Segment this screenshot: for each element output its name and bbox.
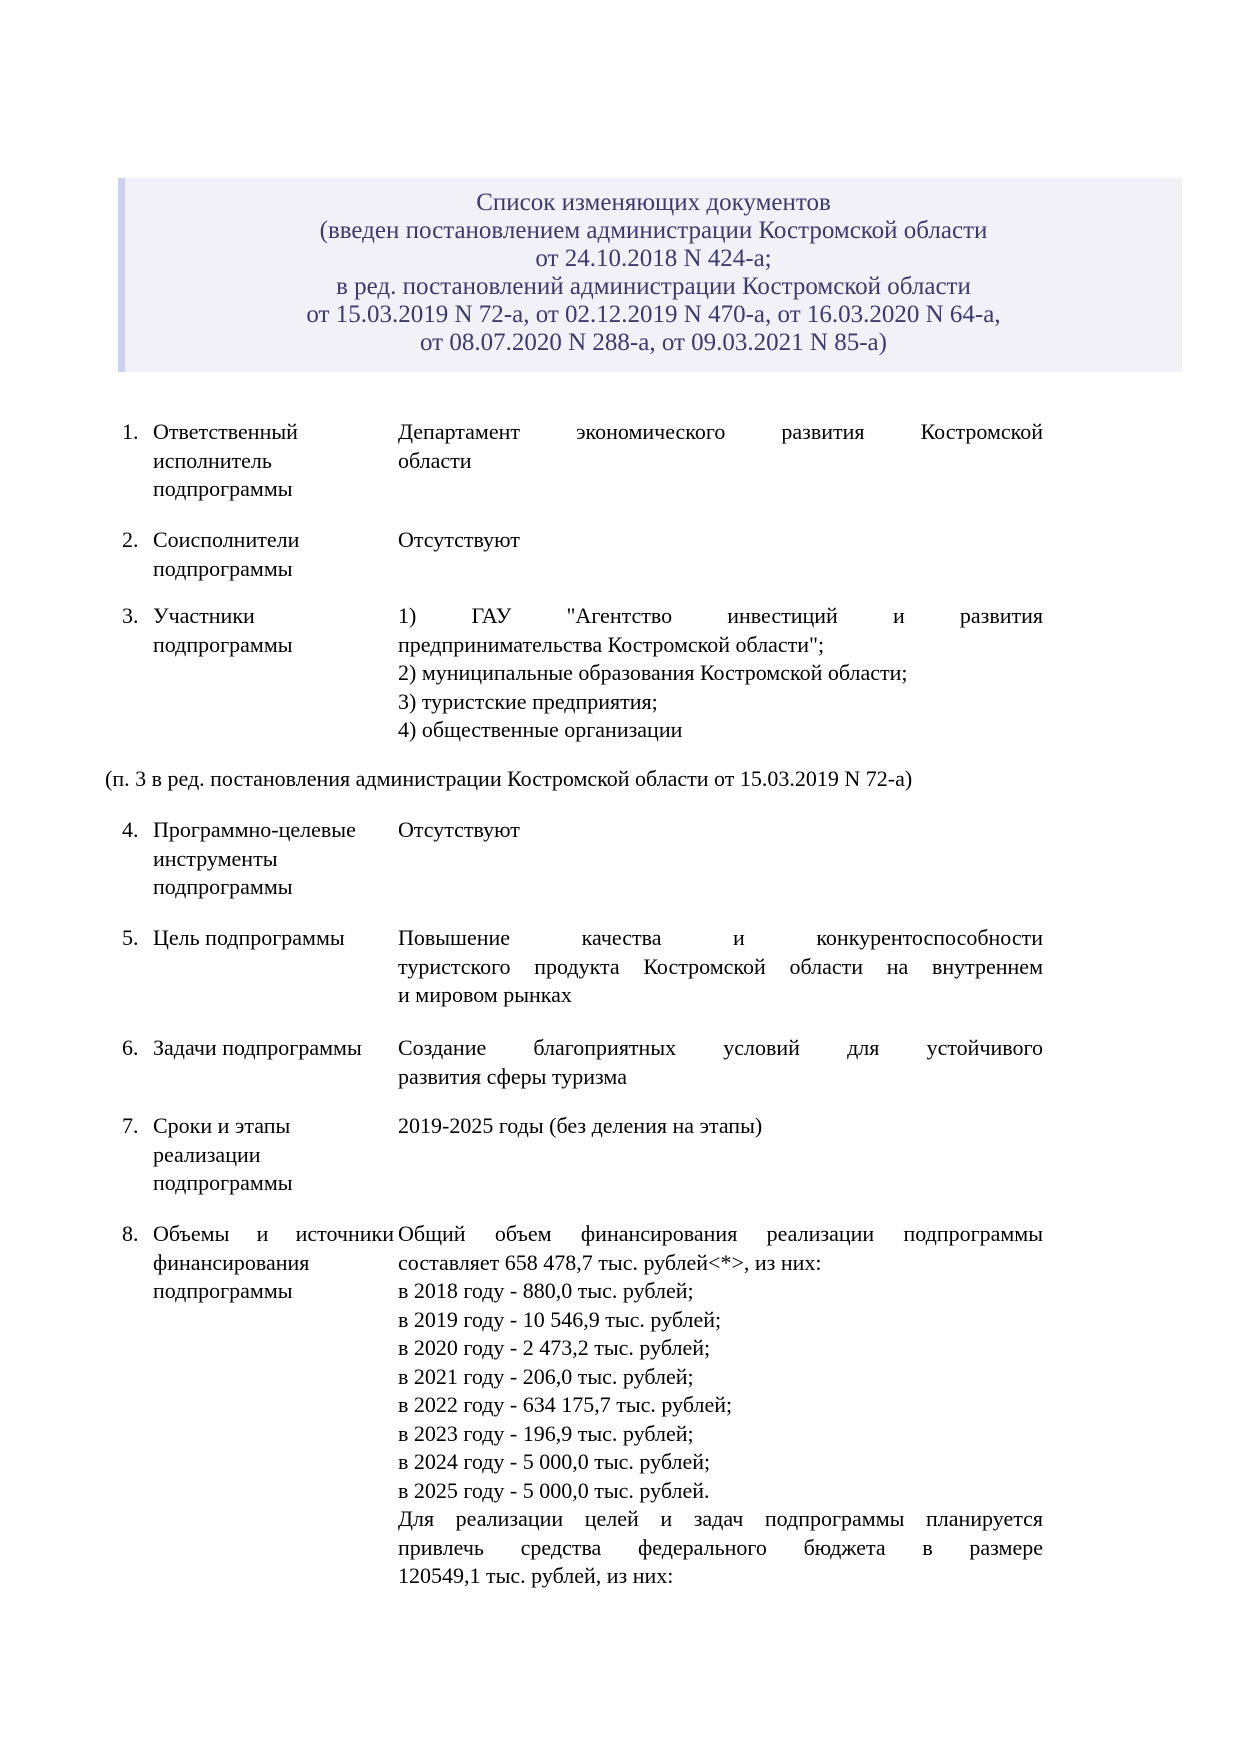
header-line: от 15.03.2019 N 72-а, от 02.12.2019 N 470-а, от 16.03.2020 N 64-а, (306, 301, 1001, 328)
text-line: подпрограммы (153, 1170, 293, 1195)
text-line: в 2021 году - 206,0 тыс. рублей; (398, 1363, 694, 1389)
text-line: подпрограммы (153, 1278, 293, 1303)
item-value (398, 924, 1043, 1010)
header-line: от 24.10.2018 N 424-а; (535, 245, 772, 272)
amendments-header-block (118, 178, 1182, 372)
text-line: развития сферы туризма (398, 1063, 627, 1089)
text-line: составляет 658 478,7 тыс. рублей<*>, из них: (398, 1249, 822, 1275)
text-line: подпрограммы (153, 631, 293, 657)
item-value (398, 526, 1043, 555)
item-value (398, 1034, 1043, 1091)
text-line: в 2022 году - 634 175,7 тыс. рублей; (398, 1392, 733, 1417)
item-label (153, 1112, 394, 1198)
text-line: предпринимательства Костромской области"; (398, 631, 825, 657)
text-line: Создание благоприятных условий для устойчивого (398, 1035, 1043, 1060)
text-line: подпрограммы (153, 555, 293, 581)
text-line: 1) ГАУ "Агентство инвестиций и развития (398, 603, 1043, 628)
text-line: Отсутствуют (398, 817, 520, 842)
text-line: финансирования (153, 1249, 310, 1275)
item-number: 7. (122, 1113, 139, 1138)
text-line: Цель подпрограммы (153, 925, 345, 950)
text-line: Сроки и этапы (153, 1113, 291, 1138)
text-line: Задачи подпрограммы (153, 1035, 362, 1060)
item-number: 3. (122, 603, 139, 628)
text-line: Участники (153, 603, 255, 628)
item-number: 5. (122, 925, 139, 950)
text-line: Отсутствуют (398, 527, 520, 552)
item-label (153, 526, 394, 583)
header-line: от 08.07.2020 N 288-а, от 09.03.2021 N 85-а) (420, 329, 887, 356)
item-number: 6. (122, 1035, 139, 1060)
item-label (153, 418, 394, 504)
item-label (153, 602, 394, 659)
text-line: в 2020 году - 2 473,2 тыс. рублей; (398, 1335, 711, 1360)
text-line: реализации (153, 1141, 261, 1167)
text-line: привлечь средства федерального бюджета в размере (398, 1534, 1043, 1560)
text-line: Повышение качества и конкурентоспособности (398, 925, 1043, 950)
text-line: и мировом рынках (398, 982, 572, 1007)
footnote-p3-revision: (п. 3 в ред. постановления администрации Костромской области от 15.03.2019 N 72-а) (105, 766, 913, 791)
text-line: подпрограммы (153, 874, 293, 899)
text-line: Соисполнители (153, 527, 300, 552)
text-line: Общий объем финансирования реализации подпрограммы (398, 1221, 1043, 1246)
item-label (153, 1220, 394, 1306)
header-line: (введен постановлением администрации Костромской области (319, 217, 988, 244)
item-value (398, 816, 1043, 845)
text-line: Ответственный (153, 419, 298, 444)
text-line: 3) туристские предприятия; (398, 688, 658, 714)
item-label (153, 924, 394, 953)
item-label (153, 816, 394, 902)
text-line: 2) муниципальные образования Костромской области; (398, 660, 908, 685)
text-line: в 2023 году - 196,9 тыс. рублей; (398, 1420, 694, 1446)
item-value (398, 418, 1043, 475)
text-line: в 2024 году - 5 000,0 тыс. рублей; (398, 1449, 711, 1474)
item-value (398, 1112, 1043, 1141)
text-line: области (398, 447, 472, 473)
item-number: 1. (122, 419, 139, 444)
text-line: в 2025 году - 5 000,0 тыс. рублей. (398, 1477, 710, 1503)
text-line: подпрограммы (153, 476, 293, 501)
item-value (398, 1220, 1043, 1591)
item-number: 2. (122, 527, 139, 552)
text-line: исполнитель (153, 447, 272, 473)
text-line: Департамент экономического развития Костромской (398, 419, 1043, 444)
text-line: 2019-2025 годы (без деления на этапы) (398, 1113, 763, 1138)
text-line: в 2018 году - 880,0 тыс. рублей; (398, 1278, 694, 1303)
text-line: в 2019 году - 10 546,9 тыс. рублей; (398, 1306, 722, 1332)
text-line: Для реализации целей и задач подпрограммы планируется (398, 1506, 1043, 1531)
header-line: Список изменяющих документов (476, 189, 831, 216)
text-line: туристского продукта Костромской области на внутреннем (398, 953, 1043, 979)
text-line: 120549,1 тыс. рублей, из них: (398, 1563, 674, 1588)
item-value (398, 602, 1043, 745)
header-line: в ред. постановлений администрации Костромской области (336, 273, 971, 300)
text-line: Объемы и источники (153, 1221, 394, 1246)
text-line: 4) общественные организации (398, 717, 683, 742)
item-number: 4. (122, 817, 139, 842)
text-line: инструменты (153, 845, 278, 871)
text-line: Программно-целевые (153, 817, 356, 842)
item-number: 8. (122, 1221, 139, 1246)
item-label (153, 1034, 394, 1063)
